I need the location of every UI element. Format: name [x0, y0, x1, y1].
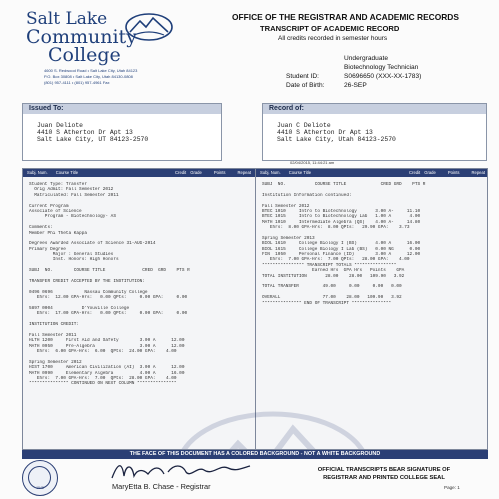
address-line: Salt Lake City, Utah 84123-2570: [277, 136, 396, 144]
official-transcript-note: [294, 466, 474, 482]
column-header-left: [23, 169, 255, 177]
print-timestamp: 02/04/2015, 11:44:21 am: [290, 160, 335, 165]
transcript-line: MATH 1010 Intermediate Algebra (QS) 4.00 A- 14.80: [262, 219, 421, 225]
transcript-line: Associate of Science: [29, 208, 82, 214]
col-head-points: Points: [447, 170, 460, 175]
official-note-line2: REGISTRAR AND PRINTED COLLEGE SEAL: [323, 475, 445, 481]
transcript-line: Program - Biotechnology- AS: [29, 214, 116, 220]
college-name-line3: College: [48, 44, 121, 66]
col-head-title: Course Title: [288, 170, 312, 175]
college-name-line2: Community: [26, 26, 137, 48]
transcript-line: TOTAL INSTITUTION 28.00 28.00 109.90 3.92: [262, 273, 405, 279]
transcript-line: Earned Hrs GPA Hrs Points GPA: [262, 268, 405, 274]
record-of-address: [263, 114, 486, 144]
col-head-repeat: Repeat: [471, 170, 485, 175]
col-head-subj: Subj. Num.: [27, 170, 48, 175]
transcript-line: **************** TRANSCRIPT TOTALS ****************: [262, 262, 397, 268]
address-line: Juan Deliote: [37, 122, 84, 129]
transcript-line: Comments:: [29, 225, 53, 231]
transcript-line: BTEC 1015 Intro to Biotechnology Lab 1.00 A 4.00: [262, 214, 421, 220]
transcript-line: TOTAL TRANSFER 49.00 0.00 0.00 0.00: [262, 284, 402, 290]
background-notice-bar: THE FACE OF THIS DOCUMENT HAS A COLORED BACKGROUND - NOT A WHITE BACKGROUND: [22, 450, 488, 459]
transcript-line: 0496 0696 Nassau Community College: [29, 289, 148, 295]
college-name: [26, 10, 137, 64]
transcript-lines-left: [23, 177, 255, 387]
transcript-line: MATH 0990 Elementary Algebra 4.00 A 16.00: [29, 370, 185, 376]
dob-label: Date of Birth:: [286, 82, 325, 89]
official-note-line1: OFFICIAL TRANSCRIPTS BEAR SIGNATURE OF: [317, 467, 451, 473]
issued-to-box: [22, 103, 222, 161]
transcript-line: Institution Information continued:: [262, 192, 352, 198]
address-line: Juan C Deliote: [277, 122, 331, 129]
col-head-credit: Credit: [409, 170, 421, 175]
college-seal-icon: [22, 460, 58, 496]
col-head-points: Points: [213, 170, 226, 175]
col-head-repeat: Repeat: [237, 170, 251, 175]
transcript-line: Ehrs: 12.00 GPA-Hrs: 0.00 QPts: 0.00 GPA: 0.00: [29, 295, 188, 301]
student-meta: [286, 54, 486, 90]
transcript-line: *************** END OF TRANSCRIPT ***************: [262, 300, 392, 306]
mountain-logo-icon: [124, 12, 174, 42]
address-line: (801) 957-4111 • (801) 957-4961 Fax: [44, 80, 110, 85]
col-head-title: Course Title: [55, 170, 79, 175]
college-address: [44, 68, 204, 86]
transcript-line: Current Program: [29, 203, 69, 209]
col-head-credit: Credit: [175, 170, 187, 175]
transcript-line: BTEC 1010 Intro to Biotechnology 3.00 A- 11.10: [262, 208, 421, 214]
transcript-line: Major : General Studies: [29, 252, 114, 258]
transcript-line: FIN 1050 Personal Finance (ID) 3.00 A 12.00: [262, 252, 421, 258]
seal-year: 1948: [36, 486, 44, 490]
transcript-column-right: [256, 169, 488, 450]
transcript-line: Ehrs: 7.00 GPA-Hrs: 7.00 QPts: 28.00 GPA: 4.00: [29, 376, 177, 382]
page-label: Page:: [444, 485, 457, 490]
col-head-subj: Subj. Num.: [260, 170, 281, 175]
program-name: Biotechnology Technician: [344, 64, 419, 71]
address-line: 4410 S Atherton Dr Apt 13: [37, 129, 133, 137]
college-name-line1: Salt Lake: [26, 9, 108, 29]
transcript-line: Spring Semester 2013: [262, 235, 315, 241]
address-line: 4410 S Atherton Dr Apt 13: [277, 129, 373, 137]
page-number: 1: [457, 485, 460, 490]
transcript-line: Ehrs: 6.00 GPA-Hrs: 6.00 QPts: 24.00 GPA: 4.00: [29, 349, 177, 355]
office-title: OFFICE OF THE REGISTRAR AND ACADEMIC RECORDS: [232, 12, 459, 22]
student-id-label: Student ID:: [286, 73, 319, 80]
transcript-line: HLTH 1200 First Aid and Safety 3.00 A 12.00: [29, 338, 185, 344]
transcript-line: 5897 0004 D'Youville College: [29, 305, 130, 311]
transcript-line: Inst. Honors: High Honors: [29, 257, 119, 263]
transcript-line: TRANSFER CREDIT ACCEPTED BY THE INSTITUTION:: [29, 279, 145, 285]
address-line: P.O. Box 30808 • Salt Lake City, Utah 84130-0808: [44, 74, 133, 79]
dob-value: 26-SEP: [344, 82, 367, 89]
transcript-column-left: [23, 169, 256, 450]
record-of-label: Record of:: [263, 104, 486, 114]
transcript-line: Orig Admit: Fall Semester 2012: [29, 187, 114, 193]
transcript-line: INSTITUTION CREDIT:: [29, 322, 80, 328]
page-indicator: [444, 485, 460, 490]
transcript-line: SUBJ NO. COURSE TITLE CRED GRD PTS R: [262, 182, 426, 187]
transcript-title: TRANSCRIPT OF ACADEMIC RECORD: [260, 24, 400, 33]
college-logo: [20, 10, 170, 95]
transcript-line: Ehrs: 7.00 GPA-Hrs: 7.00 QPts: 28.00 GPA: 4.00: [262, 257, 410, 263]
registrar-name: MaryEtta B. Chase - Registrar: [112, 482, 211, 491]
program-level: Undergraduate: [344, 55, 388, 62]
transcript-line: Member Phi Theta Kappa: [29, 230, 87, 236]
transcript-line: MATH 0950 Pre-Algebra 3.00 A 12.00: [29, 343, 185, 349]
col-head-grade: Grade: [424, 170, 436, 175]
issued-to-label: Issued To:: [23, 104, 221, 114]
transcript-line: Matriculated: Fall Semester 2011: [29, 192, 119, 198]
transcript-lines-right: [256, 177, 488, 306]
student-id-value: S0696650 (XXX-XX-1783): [344, 73, 422, 80]
address-line: 4600 S. Redwood Road • Salt Lake City, Utah 84123: [44, 68, 138, 73]
address-line: Salt Lake City, UT 84123-2570: [37, 136, 149, 144]
issued-to-address: [23, 114, 221, 144]
transcript-line: Student Type: Transfer: [29, 182, 87, 187]
transcript-line: HIST 1700 American Civilization (AI) 3.00 A 12.00: [29, 365, 185, 371]
column-header-right: [256, 169, 488, 177]
transcript-line: BIOL 1615 College Biology I Lab (BS) 0.00 NG 0.00: [262, 246, 421, 252]
transcript-line: Ehrs: 17.00 GPA-Hrs: 0.00 QPts: 0.00 GPA: 0.00: [29, 311, 188, 317]
transcript-line: SUBJ NO. COURSE TITLE CRED GRD PTS R: [29, 268, 190, 274]
registrar-signature-icon: [108, 458, 258, 484]
transcript-line: Spring Semester 2012: [29, 359, 82, 365]
document-header: [232, 12, 487, 42]
transcript-line: Fall Semester 2012: [262, 203, 310, 209]
credits-note: All credits recorded in semester hours: [278, 35, 388, 42]
record-of-box: [262, 103, 487, 161]
transcript-line: BIOL 1610 College Biology I (BS) 4.00 A 16.00: [262, 241, 421, 247]
col-head-grade: Grade: [190, 170, 202, 175]
transcript-line: Ehrs: 8.00 GPA-Hrs: 8.00 QPts: 29.90 GPA: 3.73: [262, 225, 410, 231]
transcript-line: OVERALL 77.00 28.00 109.90 3.92: [262, 295, 402, 301]
transcript-line: Primary Degree: [29, 246, 66, 252]
transcript-line: *************** CONTINUED ON NEXT COLUMN ***************: [29, 381, 177, 387]
transcript-line: Degrees Awarded Associate of Science 31-AUG-2014: [29, 241, 156, 247]
transcript-line: Fall Semester 2011: [29, 332, 77, 338]
transcript-body: [22, 168, 488, 450]
